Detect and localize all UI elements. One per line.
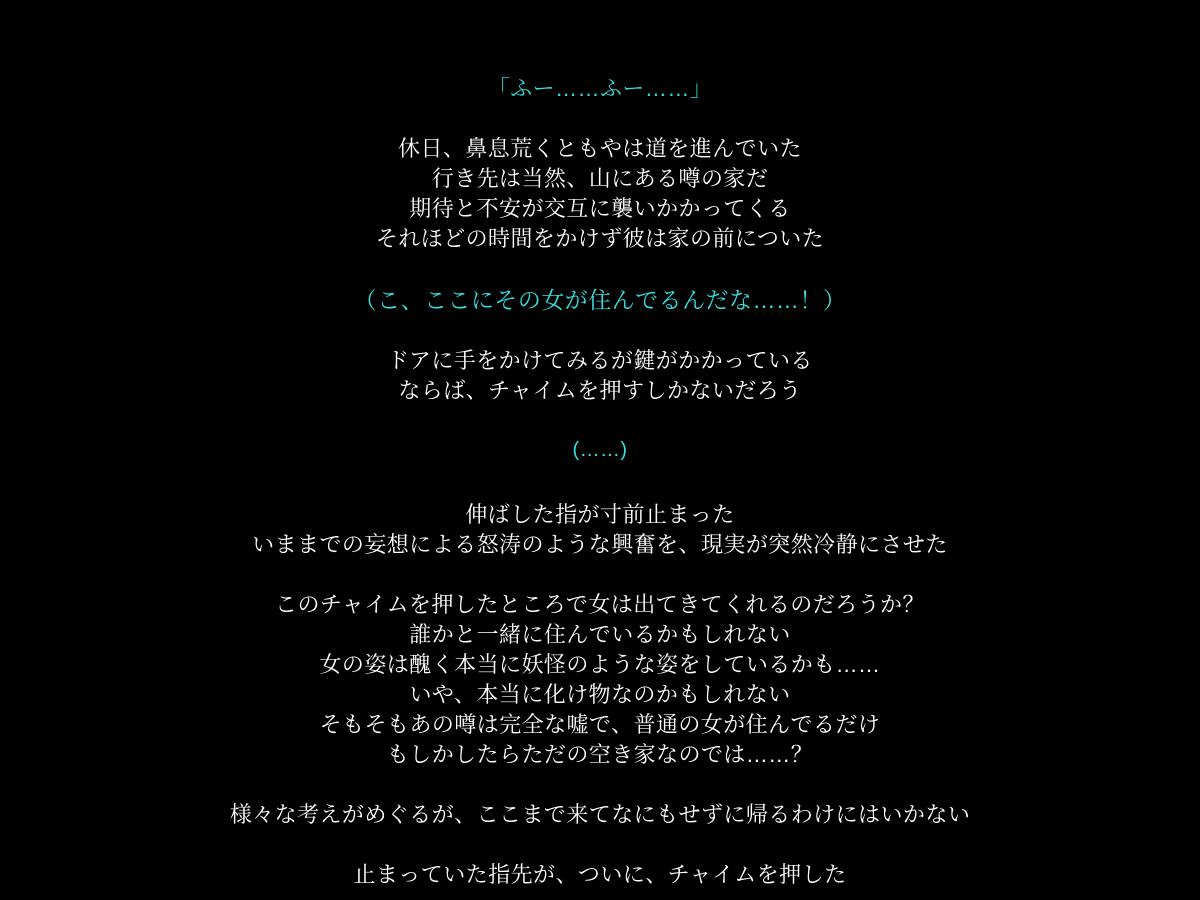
- narration-line: 様々な考えがめぐるが、ここまで来てなにもせずに帰るわけにはいかない: [229, 802, 971, 827]
- narration-line: このチャイムを押したところで女は出てきてくれるのだろうか？: [275, 592, 925, 617]
- thought-block-1: [0, 284, 1200, 316]
- narration-block-2: [0, 346, 1200, 406]
- narration-block-6: [0, 860, 1200, 890]
- dialogue-line: 「ふー……ふー……」: [487, 76, 713, 101]
- narration-block-4: [0, 590, 1200, 770]
- narration-line: 期待と不安が交互に襲いかかってくる: [409, 196, 791, 221]
- pause-block-1: [0, 436, 1200, 464]
- narration-line: ならば、チャイムを押すしかないだろう: [398, 378, 802, 403]
- narration-block-3: [0, 500, 1200, 560]
- narration-line: 止まっていた指先が、ついに、チャイムを押した: [353, 862, 847, 887]
- narration-line: 伸ばした指が寸前止まった: [465, 502, 735, 527]
- narration-line: もしかしたらただの空き家なのでは……？: [386, 742, 814, 767]
- narration-line: 誰かと一緒に住んでいるかもしれない: [409, 622, 791, 647]
- narration-line: 女の姿は醜く本当に妖怪のような姿をしているかも……: [319, 652, 881, 677]
- dialogue-block-opening-speech: [0, 74, 1200, 104]
- narration-line: ドアに手をかけてみるが鍵がかかっている: [387, 348, 813, 373]
- narration-line: それほどの時間をかけず彼は家の前についた: [375, 226, 825, 251]
- narration-line: いままでの妄想による怒涛のような興奮を、現実が突然冷静にさせた: [252, 532, 948, 557]
- pause-line: (……): [572, 439, 628, 461]
- narration-line: いや、本当に化け物なのかもしれない: [409, 682, 791, 707]
- narration-line: 行き先は当然、山にある噂の家だ: [431, 166, 769, 191]
- thought-line: （こ、ここにその女が住んでるんだな……！）: [353, 287, 847, 313]
- narration-block-5: [0, 800, 1200, 830]
- narration-line: 休日、鼻息荒くともやは道を進んでいた: [398, 136, 802, 161]
- narration-line: そもそもあの噂は完全な嘘で、普通の女が住んでるだけ: [319, 712, 881, 737]
- narration-block-1: [0, 134, 1200, 254]
